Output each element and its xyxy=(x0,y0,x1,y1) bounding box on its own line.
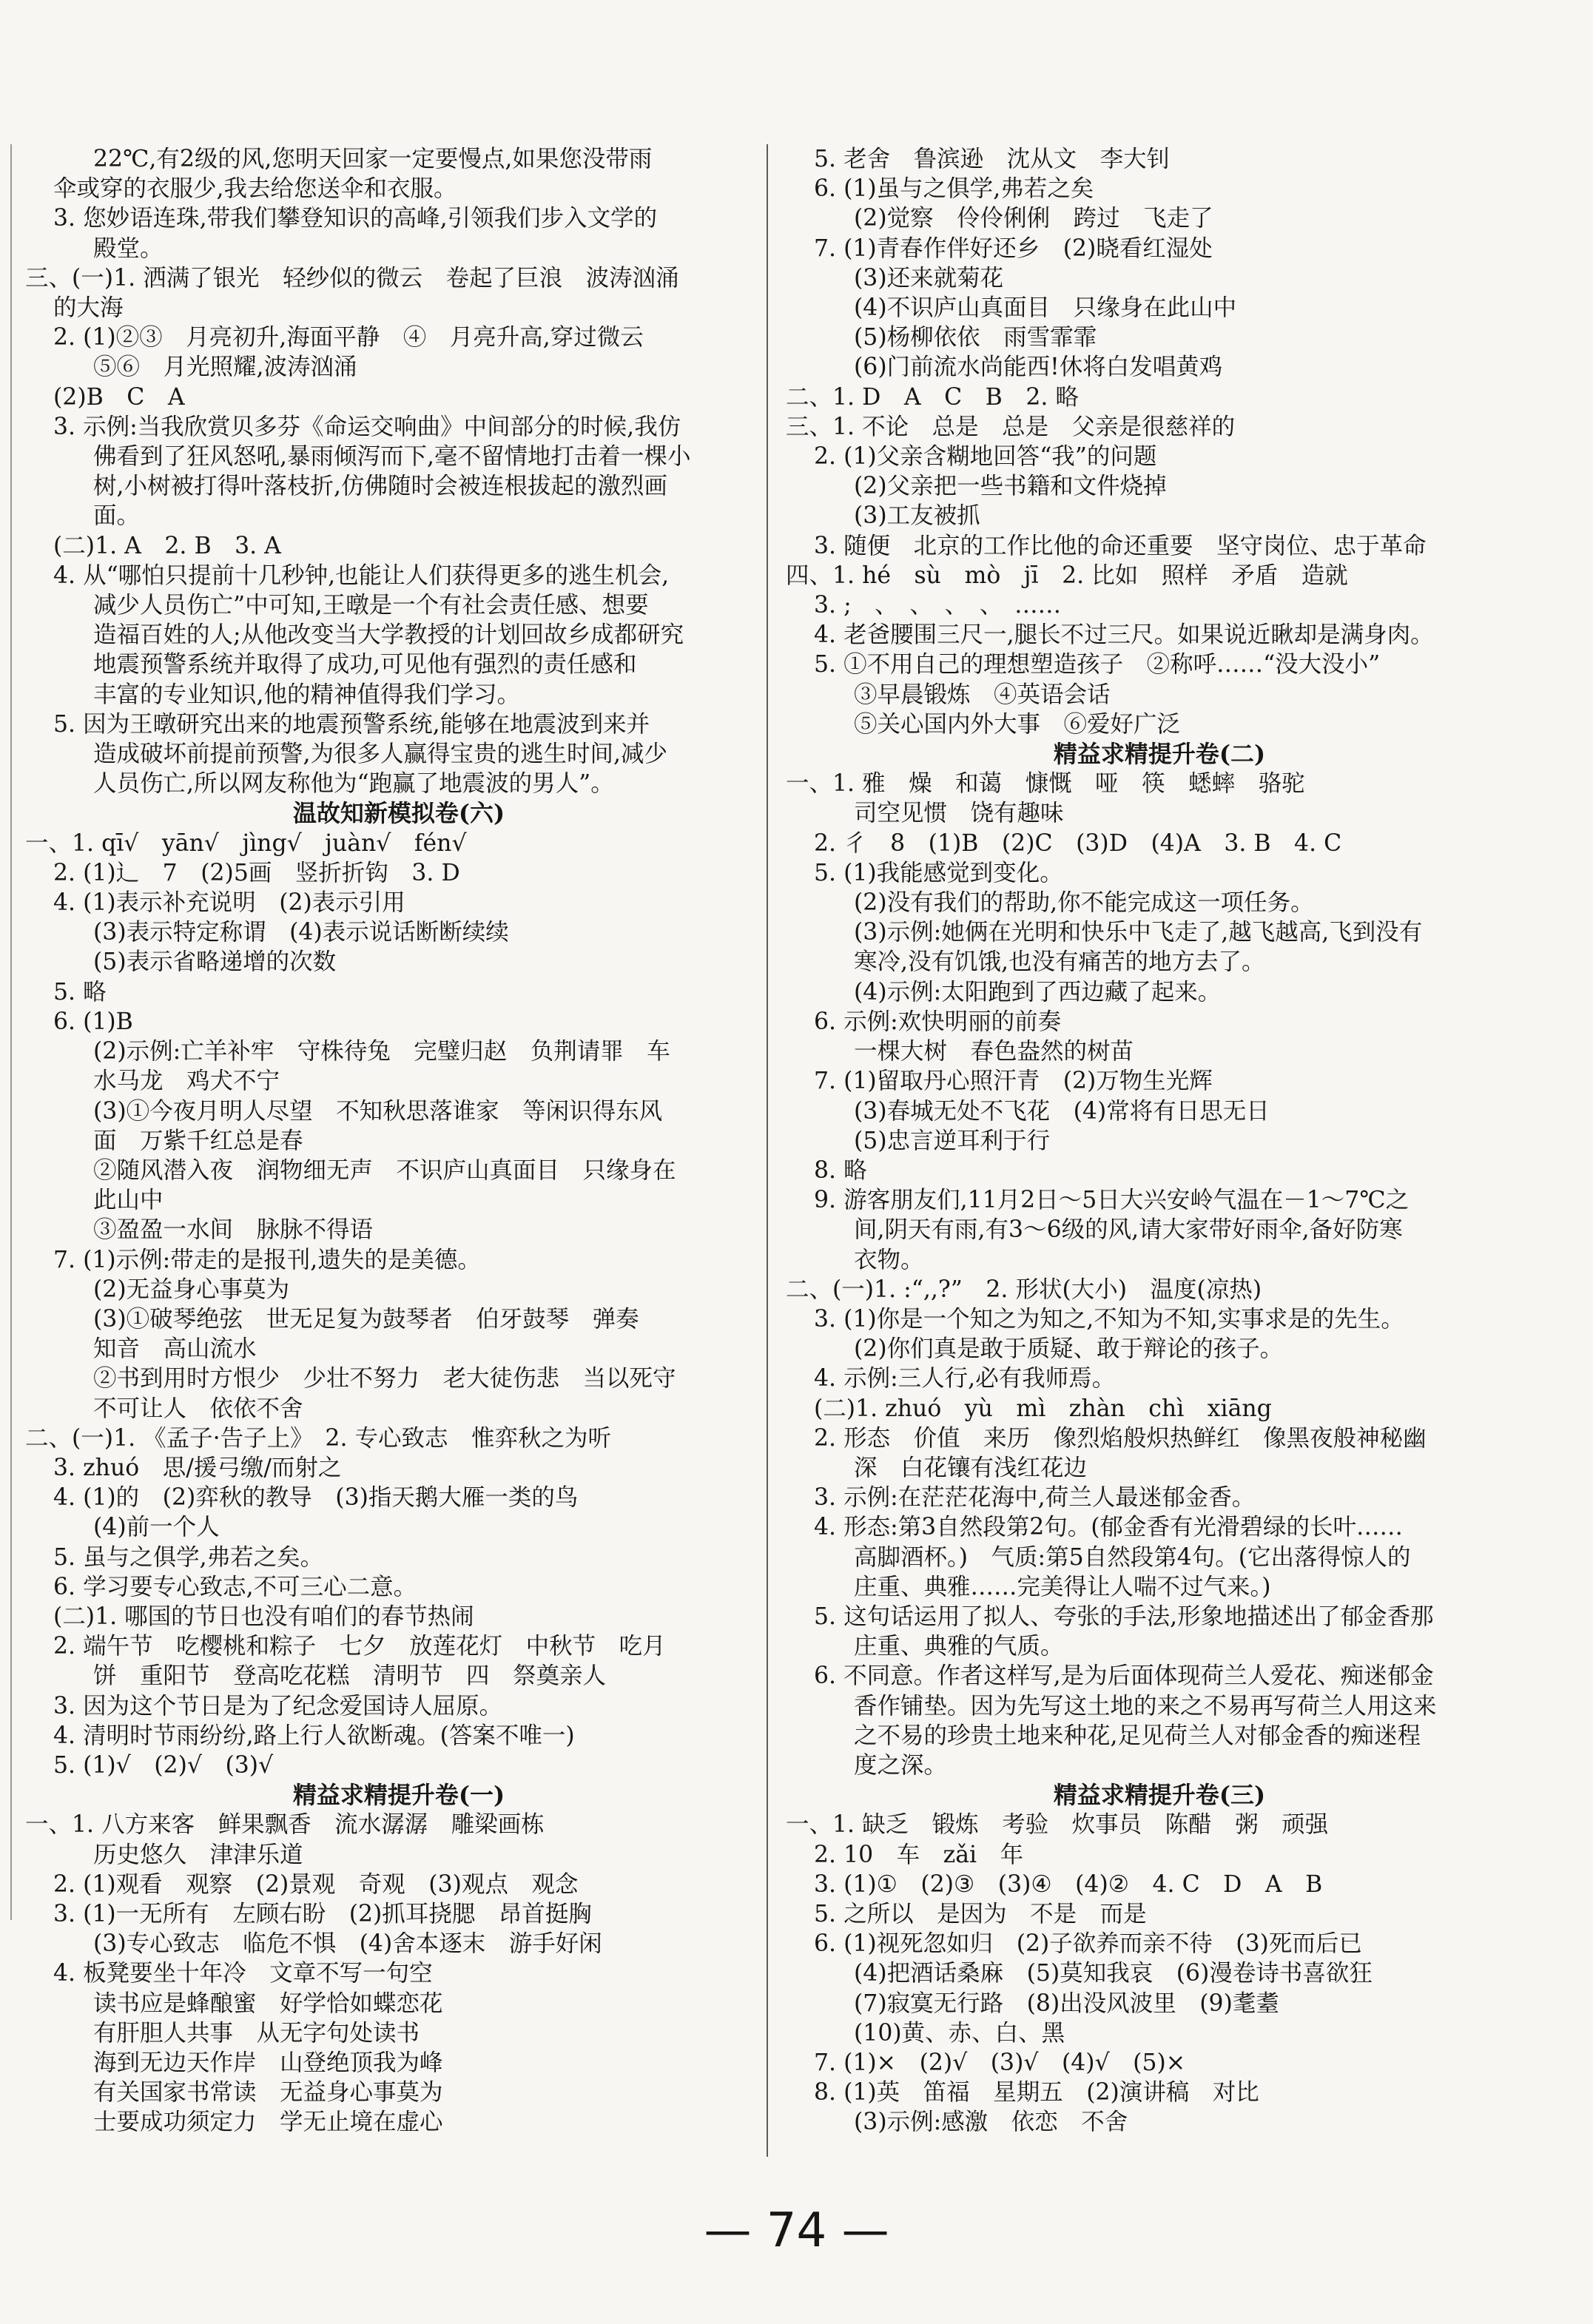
answer-line: 佛看到了狂风怒吼,暴雨倾泻而下,毫不留情地打击着一棵小 xyxy=(93,443,691,471)
answer-line: 士要成功须定力 学无止境在虚心 xyxy=(93,2109,443,2136)
answer-line: 减少人员伤亡”中可知,王暾是一个有社会责任感、想要 xyxy=(93,592,649,619)
answer-line: 2. (1)观看 观察 (2)景观 奇观 (3)观点 观念 xyxy=(53,1870,579,1898)
answer-line: 8. (1)英 笛福 星期五 (2)演讲稿 对比 xyxy=(814,2079,1259,2106)
answer-line: 3. (1)一无所有 左顾右盼 (2)抓耳挠腮 昂首挺胸 xyxy=(53,1900,592,1927)
answer-line: 4. 形态:第3自然段第2句。(郁金香有光滑碧绿的长叶…… xyxy=(814,1514,1404,1541)
answer-line: (2)没有我们的帮助,你不能完成这一项任务。 xyxy=(854,889,1314,917)
answer-line: 四、1. hé sù mò jī 2. 比如 照样 矛盾 造就 xyxy=(786,562,1348,589)
answer-line: (3)表示特定称谓 (4)表示说话断断续续 xyxy=(93,919,509,946)
right-column xyxy=(786,144,1533,2138)
answer-line: (2)无益身心事莫为 xyxy=(93,1276,290,1303)
answer-line: 7. (1)青春作伴好还乡 (2)晓看红湿处 xyxy=(814,235,1213,262)
section-heading: 精益求精提升卷(三) xyxy=(1053,1781,1266,1810)
answer-line: 历史悠久 津津乐道 xyxy=(93,1841,303,1868)
answer-line: 二、(一)1. 《孟子·告子上》 2. 专心致志 惟弈秋之为听 xyxy=(25,1424,611,1452)
answer-line: 3. 因为这个节日是为了纪念爱国诗人屈原。 xyxy=(53,1692,503,1720)
answer-line: (2)你们真是敢于质疑、敢于辩论的孩子。 xyxy=(854,1336,1284,1363)
answer-line: 司空见惯 饶有趣味 xyxy=(854,800,1064,827)
answer-line: ⑤关心国内外大事 ⑥爱好广泛 xyxy=(854,710,1181,738)
answer-line: 5. 略 xyxy=(53,978,107,1006)
answer-line: (5)杨柳依依 雨雪霏霏 xyxy=(854,324,1097,351)
answer-line: 7. (1)示例:带走的是报刊,遗失的是美德。 xyxy=(53,1246,481,1273)
answer-line: 伞或穿的衣服少,我去给您送伞和衣服。 xyxy=(53,175,457,203)
answer-line: (4)把酒话桑麻 (5)莫知我哀 (6)漫卷诗书喜欲狂 xyxy=(854,1960,1373,1987)
answer-line: 4. 老爸腰围三尺一,腿长不过三尺。如果说近瞅却是满身肉。 xyxy=(814,622,1434,649)
answer-line: 有关国家书常读 无益身心事莫为 xyxy=(93,2079,443,2106)
answer-line: 度之深。 xyxy=(854,1751,948,1779)
answer-line: (二)1. zhuó yù mì zhàn chì xiāng xyxy=(814,1395,1272,1422)
answer-line: 造福百姓的人;从他改变当大学教授的计划回故乡成都研究 xyxy=(93,622,684,649)
answer-line: 面。 xyxy=(93,502,141,530)
answer-line: 不可让人 依依不舍 xyxy=(93,1395,303,1422)
answer-line: 人员伤亡,所以网友称他为“跑赢了地震波的男人”。 xyxy=(93,770,614,798)
answer-line: 高脚酒杯。) 气质:第5自然段第4句。(它出落得惊人的 xyxy=(854,1543,1411,1571)
answer-line: (4)不识庐山真面目 只缘身在此山中 xyxy=(854,294,1237,322)
answer-line: 4. (1)的 (2)弈秋的教导 (3)指天鹅大雁一类的鸟 xyxy=(53,1484,579,1512)
section-heading: 温故知新模拟卷(六) xyxy=(292,799,505,828)
answer-line: (3)专心致志 临危不惧 (4)舍本逐末 游手好闲 xyxy=(93,1930,602,1958)
answer-line: 饼 重阳节 登高吃花糕 清明节 四 祭奠亲人 xyxy=(93,1663,607,1690)
answer-line: 2. 形态 价值 来历 像烈焰般炽热鲜红 像黑夜般神秘幽 xyxy=(814,1424,1427,1452)
column-divider xyxy=(767,144,768,2157)
answer-line: 面 万紫千红总是春 xyxy=(93,1127,303,1154)
answer-line: 知音 高山流水 xyxy=(93,1336,257,1363)
answer-line: 3. zhuó 思/援弓缴/而射之 xyxy=(53,1454,342,1481)
answer-line: 二、(一)1. :“,,?” 2. 形状(大小) 温度(凉热) xyxy=(786,1276,1262,1303)
answer-line: 7. (1)留取丹心照汗青 (2)万物生光辉 xyxy=(814,1068,1213,1095)
answer-line: 之不易的珍贵土地来种花,足见荷兰人对郁金香的痴迷程 xyxy=(854,1722,1421,1749)
answer-line: 地震预警系统并取得了成功,可见他有强烈的责任感和 xyxy=(93,651,637,678)
answer-line: 3. (1)① (2)③ (3)④ (4)② 4. C D A B xyxy=(814,1870,1323,1898)
answer-line: 5. (1)√ (2)√ (3)√ xyxy=(53,1751,274,1779)
answer-line: (3)①破琴绝弦 世无足复为鼓琴者 伯牙鼓琴 弹奏 xyxy=(93,1305,639,1333)
answer-line: 一棵大树 春色盎然的树苗 xyxy=(854,1038,1134,1065)
answer-line: 二、1. D A C B 2. 略 xyxy=(786,383,1079,411)
answer-line: 的大海 xyxy=(53,294,124,322)
answer-line: (2)觉察 伶伶俐俐 跨过 飞走了 xyxy=(854,205,1213,232)
answer-line: (3)示例:感激 依恋 不舍 xyxy=(854,2109,1128,2136)
answer-line: 5. (1)我能感觉到变化。 xyxy=(814,859,1063,886)
answer-line: 4. 从“哪怕只提前十几秒钟,也能让人们获得更多的逃生机会, xyxy=(53,562,670,589)
answer-line: 3. ; 、 、 、 、 …… xyxy=(814,592,1062,619)
answer-line: ③早晨锻炼 ④英语会话 xyxy=(854,681,1111,708)
answer-line: (3)①今夜月明人尽望 不知秋思落谁家 等闲识得东风 xyxy=(93,1097,663,1125)
answer-line: 有肝胆人共事 从无字句处读书 xyxy=(93,2019,420,2047)
answer-line: 22℃,有2级的风,您明天回家一定要慢点,如果您没带雨 xyxy=(93,146,653,172)
answer-line: 5. 老舍 鲁滨逊 沈从文 李大钊 xyxy=(814,146,1171,172)
answer-line: 读书应是蜂酿蜜 好学恰如蝶恋花 xyxy=(93,1990,443,2017)
answer-line: (6)门前流水尚能西!休将白发唱黄鸡 xyxy=(854,354,1223,381)
answer-line: 6. 不同意。作者这样写,是为后面体现荷兰人爱花、痴迷郁金 xyxy=(814,1663,1434,1690)
answer-line: 6. (1)虽与之俱学,弗若之矣 xyxy=(814,175,1094,203)
answer-line: 2. 端午节 吃樱桃和粽子 七夕 放莲花灯 中秋节 吃月 xyxy=(53,1633,666,1660)
answer-line: 5. 虽与之俱学,弗若之矣。 xyxy=(53,1543,324,1571)
answer-line: (二)1. A 2. B 3. A xyxy=(53,532,281,559)
answer-line: 2. (1)②③ 月亮初升,海面平静 ④ 月亮升高,穿过微云 xyxy=(53,324,644,351)
answer-line: 3. 示例:在茫茫花海中,荷兰人最迷郁金香。 xyxy=(814,1484,1256,1512)
answer-line: 3. (1)你是一个知之为知之,不知为不知,实事求是的先生。 xyxy=(814,1305,1404,1333)
answer-line: 一、1. 雅 燥 和蔼 慷慨 哑 筷 蟋蟀 骆驼 xyxy=(786,770,1305,798)
answer-line: ②随风潜入夜 润物细无声 不识庐山真面目 只缘身在 xyxy=(93,1156,676,1184)
answer-line: 2. 10 车 zǎi 年 xyxy=(814,1841,1024,1868)
answer-line: 一、1. qī√ yān√ jìng√ juàn√ fén√ xyxy=(25,829,467,857)
answer-line: 衣物。 xyxy=(854,1246,924,1273)
answer-line: ⑤⑥ 月光照耀,波涛汹涌 xyxy=(93,354,357,381)
section-heading: 精益求精提升卷(二) xyxy=(1053,740,1266,769)
answer-line: 殿堂。 xyxy=(93,235,164,262)
answer-line: (2)父亲把一些书籍和文件烧掉 xyxy=(854,473,1167,500)
answer-line: (2)示例:亡羊补牢 守株待兔 完璧归赵 负荆请罪 车 xyxy=(93,1038,670,1065)
left-margin-rule xyxy=(10,144,12,1920)
answer-line: 2. (1)辶 7 (2)5画 竖折折钩 3. D xyxy=(53,859,460,886)
answer-line: (4)前一个人 xyxy=(93,1514,220,1541)
section-heading: 精益求精提升卷(一) xyxy=(292,1781,505,1810)
answer-line: (二)1. 哪国的节日也没有咱们的春节热闹 xyxy=(53,1603,474,1630)
answer-line: (4)示例:太阳跑到了西边藏了起来。 xyxy=(854,978,1222,1006)
answer-line: 8. 略 xyxy=(814,1156,867,1184)
answer-line: 一、1. 缺乏 锻炼 考验 炊事员 陈醋 粥 顽强 xyxy=(786,1811,1329,1839)
answer-line: 2. (1)父亲含糊地回答“我”的问题 xyxy=(814,443,1157,471)
answer-line: 庄重、典雅……完美得让人喘不过气来。) xyxy=(854,1573,1271,1600)
answer-line: 4. 示例:三人行,必有我师焉。 xyxy=(814,1365,1116,1392)
answer-line: 香作铺垫。因为先写这土地的来之不易再写荷兰人用这来 xyxy=(854,1692,1437,1720)
answer-line: 造成破坏前提前预警,为很多人赢得宝贵的逃生时间,减少 xyxy=(93,741,668,768)
answer-line: (2)B C A xyxy=(53,383,185,411)
answer-line: (3)春城无处不飞花 (4)常将有日思无日 xyxy=(854,1097,1270,1125)
answer-line: 三、(一)1. 洒满了银光 轻纱似的微云 卷起了巨浪 波涛汹涌 xyxy=(25,264,679,292)
answer-line: (3)示例:她俩在光明和快乐中飞走了,越飞越高,飞到没有 xyxy=(854,919,1423,946)
answer-line: (3)工友被抓 xyxy=(854,502,980,530)
answer-line: (5)忠言逆耳利于行 xyxy=(854,1127,1051,1154)
answer-line: 3. 您妙语连珠,带我们攀登知识的高峰,引领我们步入文学的 xyxy=(53,205,658,232)
answer-line: 丰富的专业知识,他的精神值得我们学习。 xyxy=(93,681,521,708)
answer-line: (10)黄、赤、白、黑 xyxy=(854,2019,1065,2047)
answer-line: 4. 板凳要坐十年冷 文章不写一句空 xyxy=(53,1960,433,1987)
answer-line: (5)表示省略递增的次数 xyxy=(93,949,337,976)
answer-line: 6. (1)视死忽如归 (2)子欲养而亲不待 (3)死而后已 xyxy=(814,1930,1362,1958)
answer-line: 5. 因为王暾研究出来的地震预警系统,能够在地震波到来并 xyxy=(53,710,650,738)
answer-line: 3. 示例:当我欣赏贝多芬《命运交响曲》中间部分的时候,我仿 xyxy=(53,413,681,440)
answer-line: 6. 学习要专心致志,不可三心二意。 xyxy=(53,1573,417,1600)
answer-line: 庄重、典雅的气质。 xyxy=(854,1633,1064,1660)
answer-line: 5. 这句话运用了拟人、夸张的手法,形象地描述出了郁金香那 xyxy=(814,1603,1434,1630)
answer-line: 9. 游客朋友们,11月2日～5日大兴安岭气温在－1～7℃之 xyxy=(814,1187,1410,1214)
answer-line: 2. 彳 8 (1)B (2)C (3)D (4)A 3. B 4. C xyxy=(814,829,1342,857)
answer-line: 寒冷,没有饥饿,也没有痛苦的地方去了。 xyxy=(854,949,1265,976)
page-number: — 74 — xyxy=(704,2203,889,2258)
answer-line: 一、1. 八方来客 鲜果飘香 流水潺潺 雕梁画栋 xyxy=(25,1811,545,1839)
answer-line: ③盈盈一水间 脉脉不得语 xyxy=(93,1216,374,1244)
answer-line: 三、1. 不论 总是 总是 父亲是很慈祥的 xyxy=(786,413,1236,440)
answer-line: (7)寂寞无行路 (8)出没风波里 (9)耄耋 xyxy=(854,1990,1279,2017)
answer-line: 间,阴天有雨,有3～6级的风,请大家带好雨伞,备好防寒 xyxy=(854,1216,1403,1244)
answer-line: 5. 之所以 是因为 不是 而是 xyxy=(814,1900,1147,1927)
answer-line: 4. (1)表示补充说明 (2)表示引用 xyxy=(53,889,405,917)
answer-line: 水马龙 鸡犬不宁 xyxy=(93,1068,280,1095)
answer-line: 3. 随便 北京的工作比他的命还重要 坚守岗位、忠于革命 xyxy=(814,532,1427,559)
answer-line: 5. ①不用自己的理想塑造孩子 ②称呼……“没大没小” xyxy=(814,651,1381,678)
answer-line: 海到无边天作岸 山登绝顶我为峰 xyxy=(93,2050,443,2076)
answer-line: 树,小树被打得叶落枝折,仿佛随时会被连根拔起的激烈画 xyxy=(93,473,668,500)
answer-line: 7. (1)× (2)√ (3)√ (4)√ (5)× xyxy=(814,2050,1186,2076)
answer-line: 6. (1)B xyxy=(53,1008,133,1035)
answer-line: (3)还来就菊花 xyxy=(854,264,1004,292)
left-column xyxy=(25,144,772,2138)
answer-line: ②书到用时方恨少 少壮不努力 老大徒伤悲 当以死守 xyxy=(93,1365,676,1392)
answer-line: 此山中 xyxy=(93,1187,164,1214)
answer-line: 6. 示例:欢快明丽的前奏 xyxy=(814,1008,1062,1035)
answer-line: 4. 清明时节雨纷纷,路上行人欲断魂。(答案不唯一) xyxy=(53,1722,575,1749)
answer-line: 深 白花镶有浅红花边 xyxy=(854,1454,1088,1481)
